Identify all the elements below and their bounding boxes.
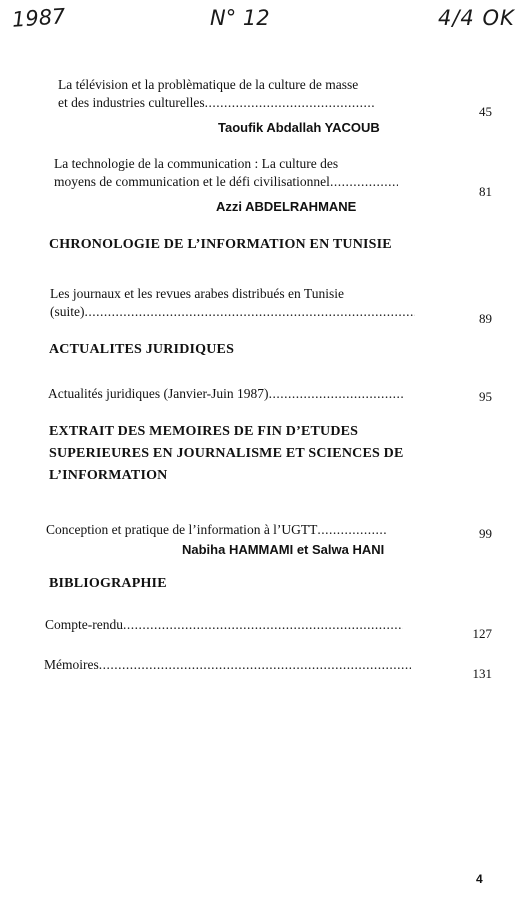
toc-author: Nabiha HAMMAMI et Salwa HANI — [182, 542, 385, 557]
leader-dots — [123, 616, 403, 634]
heading-line: SUPERIEURES EN JOURNALISME ET SCIENCES DE — [49, 446, 404, 461]
toc-author: Taoufik Abdallah YACOUB — [218, 120, 380, 135]
section-heading-bibliographie: BIBLIOGRAPHIE — [49, 576, 167, 591]
leader-dots — [269, 385, 404, 403]
entry-title-text: Actualités juridiques (Janvier-Juin 1987) — [48, 386, 269, 401]
entry-title-line — [54, 173, 398, 191]
heading-line: EXTRAIT DES MEMOIRES DE FIN D’ETUDES — [49, 424, 359, 439]
toc-page-number: 131 — [472, 666, 492, 681]
entry-title-text: Conception et pratique de l’information à l’UGTT — [46, 522, 318, 537]
entry-title-line — [48, 385, 404, 403]
leader-dots — [205, 94, 375, 112]
toc-author: Azzi ABDELRAHMANE — [216, 199, 357, 214]
handwritten-year: 1987 — [11, 4, 67, 32]
entry-title-line — [45, 616, 403, 634]
leader-dots — [99, 656, 411, 674]
leader-dots — [330, 173, 398, 191]
entry-title-line: La télévision et la problèmatique de la culture de masse — [58, 77, 359, 92]
entry-title-text: moyens de communication et le défi civilisationnel — [54, 174, 330, 189]
toc-entry-journaux — [50, 285, 415, 321]
entry-title-text: Mémoires — [44, 657, 99, 672]
toc-page-number: 127 — [472, 626, 492, 641]
toc-entry-ugtt — [46, 521, 387, 539]
toc-page-number: 81 — [479, 184, 492, 199]
toc-entry-memoires — [44, 656, 411, 674]
handwritten-check-note: 4/4 OK — [438, 6, 515, 30]
section-heading-extrait — [49, 421, 404, 487]
leader-dots — [85, 303, 415, 321]
entry-title-text: Compte-rendu — [45, 617, 123, 632]
toc-entry-actualites — [48, 385, 404, 403]
heading-line: L’INFORMATION — [49, 468, 168, 483]
leader-dots — [317, 521, 387, 539]
entry-title-line: La technologie de la communication : La culture des — [54, 156, 339, 171]
toc-page-number: 95 — [479, 389, 492, 404]
entry-title-line — [44, 656, 411, 674]
toc-page-number: 89 — [479, 311, 492, 326]
toc-entry-technologie — [54, 155, 398, 191]
page-number: 4 — [476, 872, 483, 886]
handwritten-issue-number: N° 12 — [210, 6, 270, 30]
toc-entry-television — [58, 76, 375, 112]
toc-entry-compte-rendu — [45, 616, 403, 634]
entry-title-line — [46, 521, 387, 539]
section-heading-actualites: ACTUALITES JURIDIQUES — [49, 342, 235, 357]
section-heading-chronologie: CHRONOLOGIE DE L’INFORMATION EN TUNISIE — [49, 237, 392, 252]
toc-page-number: 45 — [479, 104, 492, 119]
entry-title-line: Les journaux et les revues arabes distribués en Tunisie — [50, 286, 344, 301]
entry-title-line — [58, 94, 375, 112]
entry-title-text: et des industries culturelles — [58, 95, 205, 110]
entry-title-line — [50, 303, 415, 321]
toc-page-number: 99 — [479, 526, 492, 541]
entry-title-text: (suite) — [50, 304, 85, 319]
